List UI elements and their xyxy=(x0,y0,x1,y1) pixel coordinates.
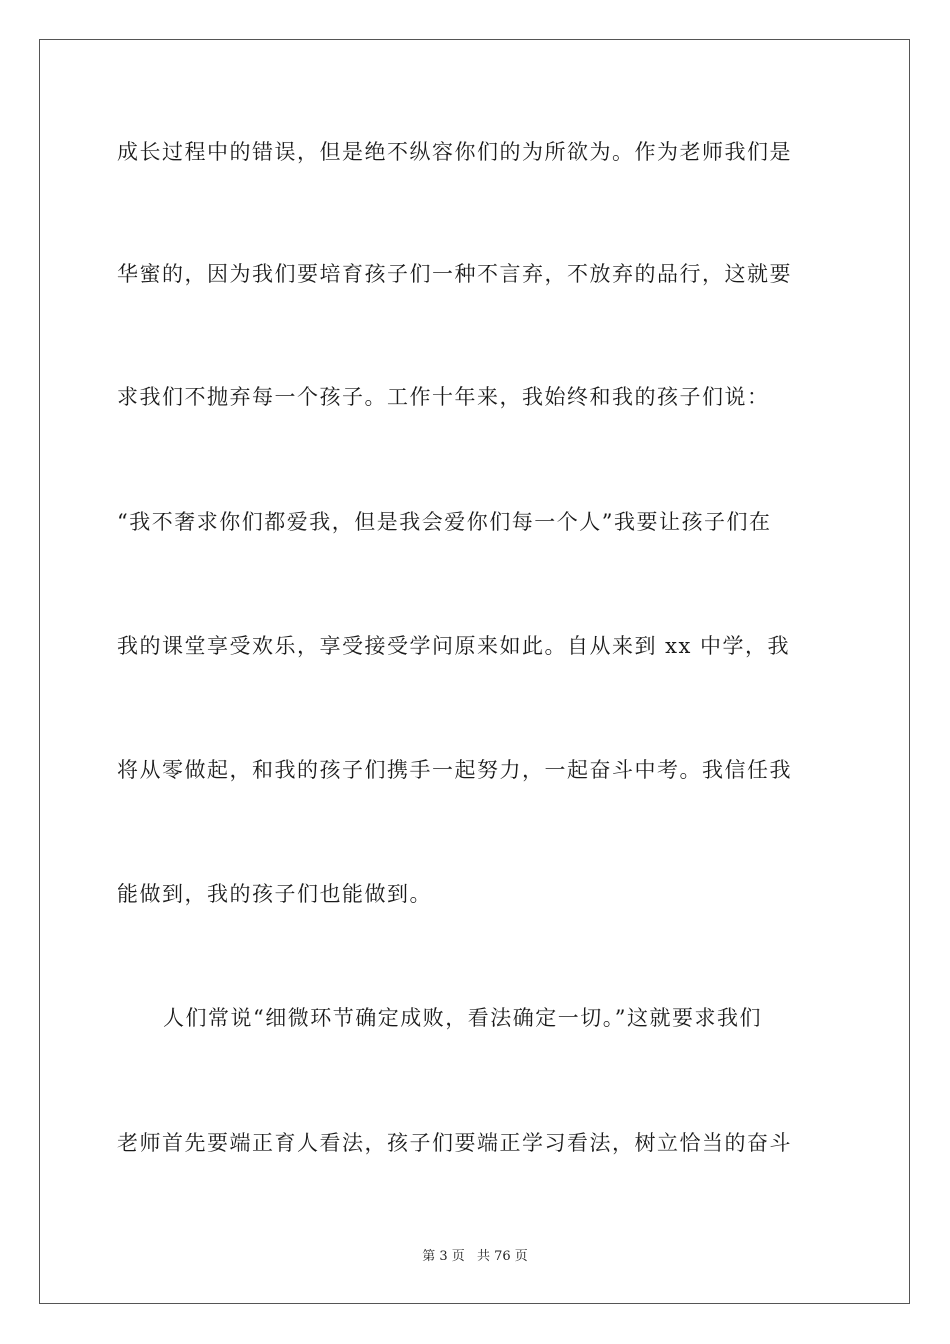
total-pages: 共 76 页 xyxy=(476,1249,528,1264)
text-line-3: 求我们不抛弃每一个孩子。工作十年来，我始终和我的孩子们说： xyxy=(117,385,770,409)
page-footer xyxy=(0,1248,950,1266)
text-line-2: 华蜜的，因为我们要培育孩子们一种不言弃，不放弃的品行，这就要 xyxy=(117,262,792,286)
text-line-6: 将从零做起，和我的孩子们携手一起努力，一起奋斗中考。我信任我 xyxy=(117,758,792,782)
text-line-4: “我不奢求你们都爱我，但是我会爱你们每一个人”我要让孩子们在 xyxy=(117,510,772,534)
text-line-1: 成长过程中的错误，但是绝不纵容你们的为所欲为。作为老师我们是 xyxy=(117,140,792,164)
page-border xyxy=(39,39,910,1304)
text-line-5: 我的课堂享受欢乐，享受接受学问原来如此。自从来到 xx 中学，我 xyxy=(117,634,791,658)
text-line-7: 能做到，我的孩子们也能做到。 xyxy=(117,882,432,906)
paragraph-start-line: 人们常说“细微环节确定成败，看法确定一切。”这就要求我们 xyxy=(163,1006,762,1030)
text-line-9: 老师首先要端正育人看法，孩子们要端正学习看法，树立恰当的奋斗 xyxy=(117,1131,792,1155)
page-number: 第 3 页 xyxy=(422,1249,465,1264)
